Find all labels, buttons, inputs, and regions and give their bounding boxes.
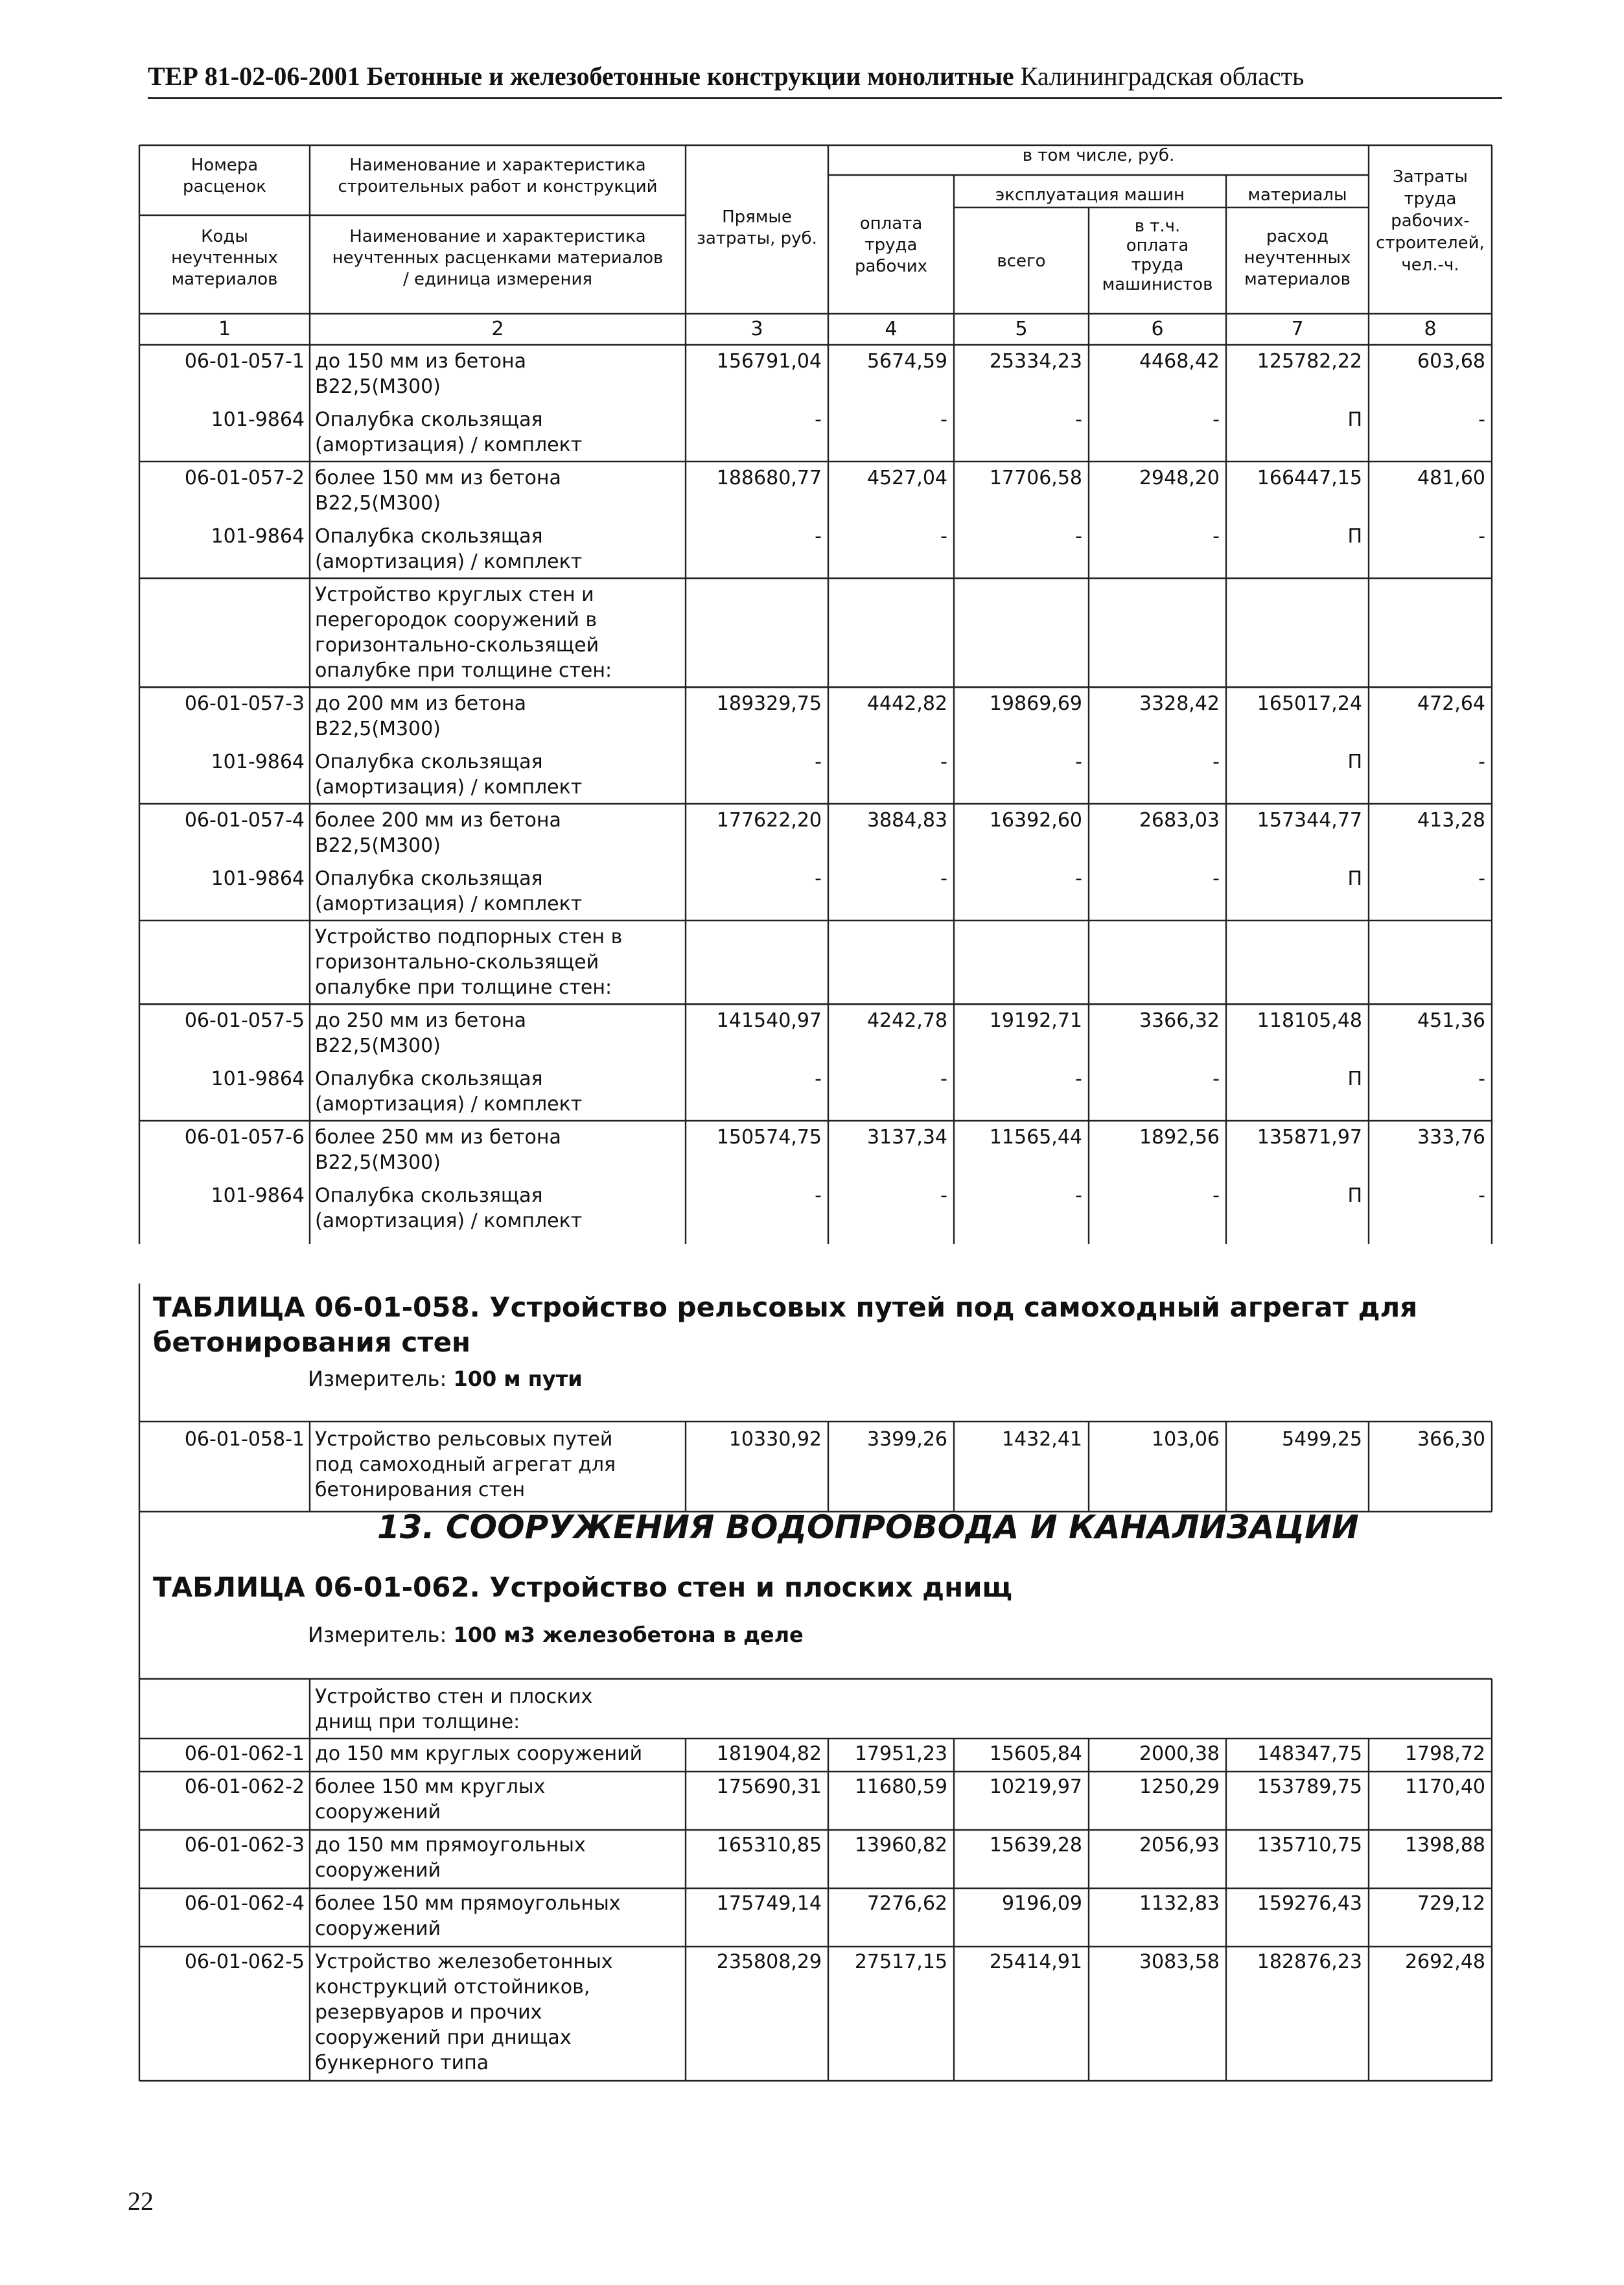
col-header-worker-pay: рабочих <box>854 257 928 276</box>
value-cell: 11680,59 <box>854 1775 947 1798</box>
value-cell: - <box>940 408 947 431</box>
work-description: до 150 мм из бетона <box>315 350 527 373</box>
rate-code: 06-01-057-6 <box>184 1126 305 1149</box>
rate-code: 101-9864 <box>211 408 305 431</box>
rate-code: 06-01-062-4 <box>184 1892 305 1915</box>
work-description: более 250 мм из бетона <box>315 1126 561 1149</box>
col-number: 7 <box>1291 318 1304 340</box>
table-062-title: ТАБЛИЦА 06-01-062. Устройство стен и плоских днищ <box>153 1571 1012 1603</box>
work-description: до 250 мм из бетона <box>315 1009 527 1032</box>
col-header-direct-costs: затраты, руб. <box>697 229 817 248</box>
col-header-machines: эксплуатация машин <box>995 185 1185 205</box>
work-description: сооружений <box>315 1801 441 1823</box>
value-cell: 472,64 <box>1417 692 1485 715</box>
work-description: (амортизация) / комплект <box>315 776 583 799</box>
value-cell: 175690,31 <box>716 1775 822 1798</box>
value-cell: 11565,44 <box>989 1126 1082 1149</box>
rate-code: 06-01-062-3 <box>184 1834 305 1857</box>
work-description: Опалубка скользящая <box>315 525 543 548</box>
value-cell: 125782,22 <box>1257 350 1362 373</box>
value-cell: 1398,88 <box>1404 1834 1485 1857</box>
table-058-measure <box>308 1366 583 1392</box>
col-number: 6 <box>1151 318 1164 340</box>
value-cell: 17951,23 <box>854 1742 947 1765</box>
value-cell: - <box>1478 525 1485 548</box>
group-intro: днищ при толщине: <box>315 1711 520 1733</box>
col-number: 5 <box>1015 318 1028 340</box>
value-cell: 2000,38 <box>1139 1742 1220 1765</box>
doc-title: Бетонные и железобетонные конструкции монолитные <box>366 62 1014 91</box>
work-description: сооружений при днищах <box>315 2026 572 2049</box>
value-cell: 148347,75 <box>1257 1742 1362 1765</box>
col-header-operator-pay: труда <box>1131 255 1184 275</box>
col-header-including: в том числе, руб. <box>1022 146 1175 165</box>
measure-label: Измеритель: <box>308 1366 447 1391</box>
value-cell: - <box>1075 408 1082 431</box>
work-description: горизонтально-скользящей <box>315 951 599 974</box>
value-cell: 413,28 <box>1417 809 1485 832</box>
value-cell: 4242,78 <box>866 1009 947 1032</box>
rate-code: 06-01-062-2 <box>184 1775 305 1798</box>
col-header-labor: чел.-ч. <box>1401 255 1459 275</box>
work-description: до 200 мм из бетона <box>315 692 527 715</box>
work-description: сооружений <box>315 1917 441 1940</box>
work-description: (амортизация) / комплект <box>315 434 583 456</box>
value-cell: - <box>940 1184 947 1207</box>
value-cell: 3137,34 <box>866 1126 947 1149</box>
value-cell: 165310,85 <box>716 1834 822 1857</box>
col-header-material-name: неучтенных расценками материалов <box>332 248 664 268</box>
work-description: более 150 мм круглых <box>315 1775 546 1798</box>
value-cell: 451,36 <box>1417 1009 1485 1032</box>
value-cell: 166447,15 <box>1257 467 1362 489</box>
value-cell: 10330,92 <box>728 1428 822 1451</box>
doc-code: ТЕР 81-02-06-2001 <box>148 62 360 91</box>
table-058-title <box>153 1290 1417 1360</box>
value-cell: 1798,72 <box>1404 1742 1485 1765</box>
value-cell: 5499,25 <box>1281 1428 1362 1451</box>
value-cell: - <box>1478 408 1485 431</box>
value-cell: 1170,40 <box>1404 1775 1485 1798</box>
value-cell: 3083,58 <box>1139 1951 1220 1973</box>
group-intro: Устройство стен и плоских <box>315 1685 593 1708</box>
work-description: (амортизация) / комплект <box>315 893 583 915</box>
value-cell: - <box>1478 867 1485 890</box>
value-cell: П <box>1347 1184 1362 1207</box>
work-description: перегородок сооружений в <box>315 609 597 631</box>
value-cell: 1432,41 <box>1001 1428 1082 1451</box>
value-cell: 3399,26 <box>866 1428 947 1451</box>
value-cell: - <box>1075 525 1082 548</box>
work-description: опалубке при толщине стен: <box>315 659 612 682</box>
value-cell: - <box>815 751 822 773</box>
running-header <box>148 60 1502 99</box>
work-description: Опалубка скользящая <box>315 867 543 890</box>
value-cell: 135871,97 <box>1257 1126 1362 1149</box>
value-cell: 10219,97 <box>989 1775 1082 1798</box>
value-cell: 27517,15 <box>854 1951 947 1973</box>
value-cell: - <box>1212 408 1220 431</box>
col-header-operator-pay: оплата <box>1126 236 1189 255</box>
col-header-machines-total: всего <box>997 252 1046 271</box>
work-description: до 150 мм прямоугольных <box>315 1834 586 1857</box>
work-description: более 150 мм из бетона <box>315 467 561 489</box>
rate-code: 06-01-062-1 <box>184 1742 305 1765</box>
value-cell: - <box>815 867 822 890</box>
work-description: резервуаров и прочих <box>315 2001 542 2024</box>
col-header-material-code: материалов <box>171 270 278 289</box>
col-header-material-code: неучтенных <box>171 248 278 268</box>
value-cell: 7276,62 <box>866 1892 947 1915</box>
value-cell: 603,68 <box>1417 350 1485 373</box>
rate-code: 06-01-057-4 <box>184 809 305 832</box>
col-header-labor: труда <box>1404 189 1457 209</box>
work-description: (амортизация) / комплект <box>315 1093 583 1116</box>
value-cell: - <box>815 408 822 431</box>
value-cell: 4527,04 <box>866 467 947 489</box>
col-header-work-name: Наименование и характеристика <box>349 156 646 175</box>
work-description: В22,5(М300) <box>315 1035 441 1057</box>
work-description: под самоходный агрегат для <box>315 1453 616 1476</box>
value-cell: - <box>1478 751 1485 773</box>
work-description: более 150 мм прямоугольных <box>315 1892 621 1915</box>
col-header-worker-pay: труда <box>864 235 918 255</box>
value-cell: 19192,71 <box>989 1009 1082 1032</box>
value-cell: 156791,04 <box>716 350 822 373</box>
value-cell: 2692,48 <box>1404 1951 1485 1973</box>
rate-code: 101-9864 <box>211 867 305 890</box>
value-cell: 235808,29 <box>716 1951 822 1973</box>
rate-code: 06-01-057-5 <box>184 1009 305 1032</box>
value-cell: - <box>815 1068 822 1090</box>
value-cell: 182876,23 <box>1257 1951 1362 1973</box>
value-cell: 103,06 <box>1152 1428 1220 1451</box>
col-header-labor: Затраты <box>1393 167 1468 187</box>
col-header-unaccounted-materials: материалов <box>1244 270 1351 289</box>
work-description: Устройство круглых стен и <box>315 583 594 606</box>
value-cell: П <box>1347 408 1362 431</box>
col-header-material-name: / единица измерения <box>402 270 593 289</box>
value-cell: 153789,75 <box>1257 1775 1362 1798</box>
value-cell: - <box>940 1068 947 1090</box>
value-cell: - <box>1075 751 1082 773</box>
work-description: более 200 мм из бетона <box>315 809 561 832</box>
work-description: Опалубка скользящая <box>315 1068 543 1090</box>
col-header-work-name: строительных работ и конструкций <box>338 177 658 196</box>
value-cell: - <box>940 525 947 548</box>
value-cell: П <box>1347 867 1362 890</box>
work-description: В22,5(М300) <box>315 375 441 398</box>
page-number: 22 <box>128 2186 154 2216</box>
value-cell: 157344,77 <box>1257 809 1362 832</box>
table-062-measure <box>308 1622 804 1648</box>
value-cell: 181904,82 <box>716 1742 822 1765</box>
col-number: 8 <box>1424 318 1437 340</box>
value-cell: - <box>1212 525 1220 548</box>
value-cell: 188680,77 <box>716 467 822 489</box>
col-header-worker-pay: оплата <box>859 214 923 233</box>
value-cell: - <box>940 751 947 773</box>
value-cell: 729,12 <box>1417 1892 1485 1915</box>
col-header-material-name: Наименование и характеристика <box>349 227 646 246</box>
work-description: В22,5(М300) <box>315 834 441 857</box>
rate-code: 101-9864 <box>211 1184 305 1207</box>
col-header-rate-number: расценок <box>182 177 267 196</box>
value-cell: - <box>1212 1068 1220 1090</box>
value-cell: 150574,75 <box>716 1126 822 1149</box>
value-cell: 366,30 <box>1417 1428 1485 1451</box>
work-description: бункерного типа <box>315 2052 489 2074</box>
value-cell: П <box>1347 1068 1362 1090</box>
value-cell: 159276,43 <box>1257 1892 1362 1915</box>
col-number: 2 <box>491 318 504 340</box>
work-description: опалубке при толщине стен: <box>315 976 612 999</box>
value-cell: - <box>1212 751 1220 773</box>
value-cell: 15639,28 <box>989 1834 1082 1857</box>
value-cell: - <box>1212 867 1220 890</box>
work-description: (амортизация) / комплект <box>315 1210 583 1232</box>
value-cell: 135710,75 <box>1257 1834 1362 1857</box>
value-cell: 19869,69 <box>989 692 1082 715</box>
value-cell: - <box>1075 1184 1082 1207</box>
doc-region: Калининградская область <box>1020 62 1305 91</box>
value-cell: - <box>815 525 822 548</box>
value-cell: 3366,32 <box>1139 1009 1220 1032</box>
value-cell: 333,76 <box>1417 1126 1485 1149</box>
rate-code: 101-9864 <box>211 525 305 548</box>
measure-label: Измеритель: <box>308 1623 447 1647</box>
value-cell: П <box>1347 525 1362 548</box>
value-cell: - <box>815 1184 822 1207</box>
work-description: сооружений <box>315 1859 441 1882</box>
value-cell: 175749,14 <box>716 1892 822 1915</box>
value-cell: - <box>1478 1184 1485 1207</box>
work-description: Опалубка скользящая <box>315 751 543 773</box>
value-cell: 3328,42 <box>1139 692 1220 715</box>
work-description: Опалубка скользящая <box>315 408 543 431</box>
value-cell: - <box>940 867 947 890</box>
rate-code: 06-01-057-3 <box>184 692 305 715</box>
work-description: В22,5(М300) <box>315 718 441 740</box>
value-cell: 2056,93 <box>1139 1834 1220 1857</box>
value-cell: 2683,03 <box>1139 809 1220 832</box>
value-cell: 141540,97 <box>716 1009 822 1032</box>
table-058-title-line1: ТАБЛИЦА 06-01-058. Устройство рельсовых путей под самоходный агрегат для <box>153 1291 1418 1323</box>
measure-value: 100 м3 железобетона в деле <box>453 1623 804 1647</box>
col-header-materials: материалы <box>1247 185 1347 205</box>
work-description: бетонирования стен <box>315 1479 526 1501</box>
col-header-unaccounted-materials: расход <box>1266 227 1328 246</box>
col-header-unaccounted-materials: неучтенных <box>1244 248 1351 268</box>
value-cell: 2948,20 <box>1139 467 1220 489</box>
col-number: 3 <box>750 318 763 340</box>
col-header-material-code: Коды <box>201 227 248 246</box>
work-description: Опалубка скользящая <box>315 1184 543 1207</box>
value-cell: 25334,23 <box>989 350 1082 373</box>
col-header-labor: рабочих- <box>1391 211 1470 231</box>
rate-code: 101-9864 <box>211 1068 305 1090</box>
value-cell: - <box>1212 1184 1220 1207</box>
value-cell: 17706,58 <box>989 467 1082 489</box>
col-header-rate-number: Номера <box>191 156 259 175</box>
measure-value: 100 м пути <box>453 1366 583 1391</box>
work-description: Устройство подпорных стен в <box>315 926 623 948</box>
table-058-title-line2: бетонирования стен <box>153 1326 471 1358</box>
rate-code: 101-9864 <box>211 751 305 773</box>
work-description: В22,5(М300) <box>315 492 441 515</box>
col-number: 1 <box>218 318 231 340</box>
value-cell: 13960,82 <box>854 1834 947 1857</box>
work-description: конструкций отстойников, <box>315 1976 590 1998</box>
rate-code: 06-01-057-1 <box>184 350 305 373</box>
work-description: В22,5(М300) <box>315 1151 441 1174</box>
work-description: до 150 мм круглых сооружений <box>315 1742 643 1765</box>
col-header-operator-pay: в т.ч. <box>1134 217 1181 236</box>
value-cell: 118105,48 <box>1257 1009 1362 1032</box>
value-cell: 177622,20 <box>716 809 822 832</box>
work-description: Устройство железобетонных <box>315 1951 613 1973</box>
value-cell: - <box>1075 1068 1082 1090</box>
value-cell: 1132,83 <box>1139 1892 1220 1915</box>
rate-code: 06-01-062-5 <box>184 1951 305 1973</box>
col-header-operator-pay: машинистов <box>1102 275 1213 294</box>
value-cell: 1250,29 <box>1139 1775 1220 1798</box>
col-number: 4 <box>885 318 898 340</box>
section-title: 13. СООРУЖЕНИЯ ВОДОПРОВОДА И КАНАЛИЗАЦИИ <box>377 1508 1359 1546</box>
value-cell: 15605,84 <box>989 1742 1082 1765</box>
value-cell: 481,60 <box>1417 467 1485 489</box>
rate-code: 06-01-058-1 <box>184 1428 305 1451</box>
value-cell: 189329,75 <box>716 692 822 715</box>
value-cell: 4442,82 <box>866 692 947 715</box>
value-cell: - <box>1075 867 1082 890</box>
col-header-labor: строителей, <box>1376 233 1485 253</box>
work-description: горизонтально-скользящей <box>315 634 599 657</box>
value-cell: 5674,59 <box>866 350 947 373</box>
value-cell: 1892,56 <box>1139 1126 1220 1149</box>
work-description: (амортизация) / комплект <box>315 550 583 573</box>
rate-code: 06-01-057-2 <box>184 467 305 489</box>
value-cell: 9196,09 <box>1001 1892 1082 1915</box>
value-cell: П <box>1347 751 1362 773</box>
value-cell: 25414,91 <box>989 1951 1082 1973</box>
work-description: Устройство рельсовых путей <box>315 1428 613 1451</box>
value-cell: 16392,60 <box>989 809 1082 832</box>
col-header-direct-costs: Прямые <box>722 207 792 227</box>
value-cell: 3884,83 <box>866 809 947 832</box>
value-cell: 165017,24 <box>1257 692 1362 715</box>
value-cell: 4468,42 <box>1139 350 1220 373</box>
value-cell: - <box>1478 1068 1485 1090</box>
